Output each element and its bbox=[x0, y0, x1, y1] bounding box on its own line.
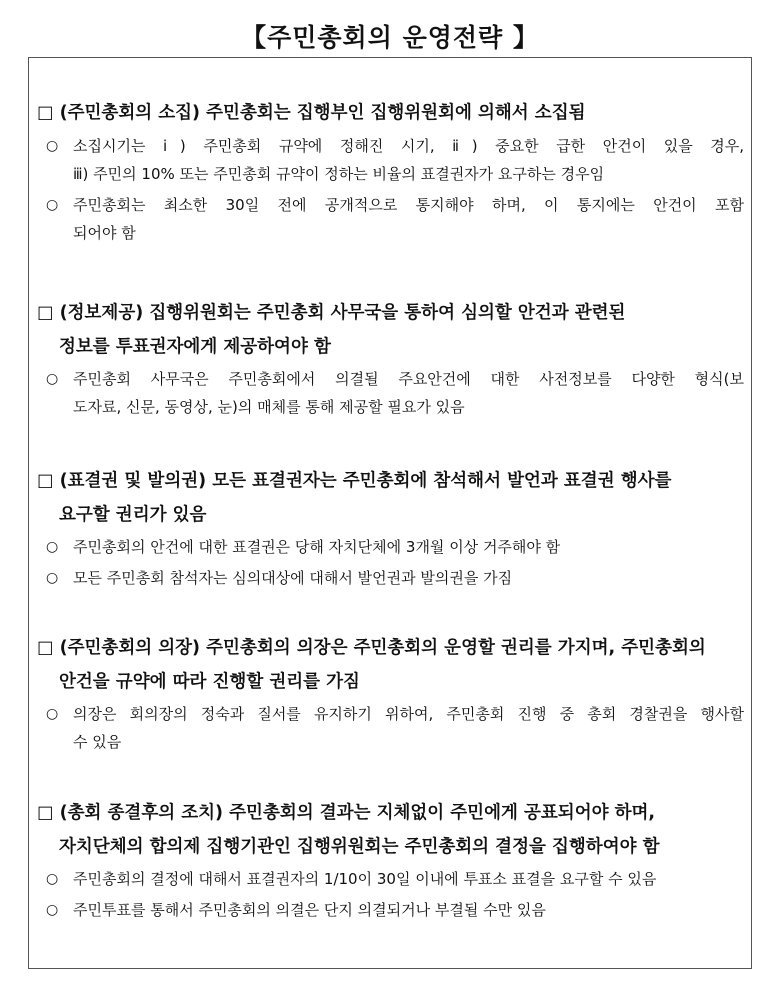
bullet-item bbox=[37, 865, 752, 893]
bullet-line: 주민투표를 통해서 주민총회의 의결은 단지 의결되거나 부결될 수만 있음 bbox=[73, 901, 546, 919]
section-heading bbox=[37, 631, 752, 699]
bullet-line: ⅲ) 주민의 10% 또는 주민총회 규약이 정하는 비율의 표결권자가 요구하는 경우임 bbox=[73, 165, 605, 183]
bullet-circle-icon: ○ bbox=[46, 902, 59, 918]
section-heading bbox=[37, 96, 752, 130]
heading-line: □ (총회 종결후의 조치) 주민총회의 결과는 지체없이 주민에게 공표되어야 하며, bbox=[37, 803, 656, 823]
heading-line: □ (주민총회의 소집) 주민총회는 집행부인 집행위원회에 의해서 소집됨 bbox=[37, 103, 586, 123]
bullet-item bbox=[37, 533, 752, 561]
bullet-circle-icon: ○ bbox=[46, 371, 59, 387]
section-heading bbox=[37, 296, 752, 364]
section-voting-rights bbox=[37, 464, 752, 592]
bullet-line: 주민총회의 안건에 대한 표결권은 당해 자치단체에 3개월 이상 거주해야 함 bbox=[73, 538, 561, 556]
section-chairperson bbox=[37, 631, 752, 756]
bullet-line: 되어야 함 bbox=[73, 224, 136, 242]
section-heading bbox=[37, 464, 752, 532]
bullet-item bbox=[37, 191, 752, 247]
heading-line: 안건을 규약에 따라 진행할 권리를 가짐 bbox=[59, 672, 360, 692]
heading-line: 정보를 투표권자에게 제공하여야 함 bbox=[59, 337, 331, 357]
bullet-line: 의장은 회의장의 정숙과 질서를 유지하기 위하여, 주민총회 진행 중 총회 경찰권을 행사할 bbox=[73, 705, 744, 723]
heading-line: □ (정보제공) 집행위원회는 주민총회 사무국을 통하여 심의할 안건과 관련된 bbox=[37, 303, 626, 323]
section-information bbox=[37, 296, 752, 421]
bullet-line: 소집시기는 ⅰ) 주민총회 규약에 정해진 시기, ⅱ) 중요한 급한 안건이 있을 경우, bbox=[73, 137, 744, 155]
bullet-line: 주민총회 사무국은 주민총회에서 의결될 주요안건에 대한 사전정보를 다양한 형식(보 bbox=[73, 370, 744, 388]
heading-line: □ (표결권 및 발의권) 모든 표결권자는 주민총회에 참석해서 발언과 표결권 행사를 bbox=[37, 471, 672, 491]
bullet-line: 주민총회는 최소한 30일 전에 공개적으로 통지해야 하며, 이 통지에는 안건이 포함 bbox=[73, 196, 744, 214]
heading-line: 요구할 권리가 있음 bbox=[59, 505, 207, 525]
heading-line: 자치단체의 합의제 집행기관인 집행위원회는 주민총회의 결정을 집행하여야 함 bbox=[59, 837, 660, 857]
bullet-circle-icon: ○ bbox=[46, 706, 59, 722]
page-title: 【주민총회의 운영전략 】 bbox=[241, 23, 539, 52]
bullet-line: 주민총회의 결정에 대해서 표결권자의 1/10이 30일 이내에 투표소 표결을 요구할 수 있음 bbox=[73, 870, 657, 888]
bullet-item bbox=[37, 132, 752, 188]
bullet-item bbox=[37, 896, 752, 924]
bullet-line: 도자료, 신문, 동영상, 눈)의 매체를 통해 제공할 필요가 있음 bbox=[73, 398, 465, 416]
bullet-item bbox=[37, 365, 752, 421]
section-heading bbox=[37, 796, 752, 864]
bullet-item bbox=[37, 700, 752, 756]
bullet-circle-icon: ○ bbox=[46, 197, 59, 213]
section-convocation bbox=[37, 96, 752, 247]
bullet-circle-icon: ○ bbox=[46, 138, 59, 154]
heading-line: □ (주민총회의 의장) 주민총회의 의장은 주민총회의 운영할 권리를 가지며, 주민총회의 bbox=[37, 638, 706, 658]
bullet-item bbox=[37, 564, 752, 592]
bullet-circle-icon: ○ bbox=[46, 871, 59, 887]
bullet-circle-icon: ○ bbox=[46, 570, 59, 586]
bullet-line: 수 있음 bbox=[73, 733, 122, 751]
section-post-closing bbox=[37, 796, 752, 924]
bullet-line: 모든 주민총회 참석자는 심의대상에 대해서 발언권과 발의권을 가짐 bbox=[73, 569, 513, 587]
bullet-circle-icon: ○ bbox=[46, 539, 59, 555]
